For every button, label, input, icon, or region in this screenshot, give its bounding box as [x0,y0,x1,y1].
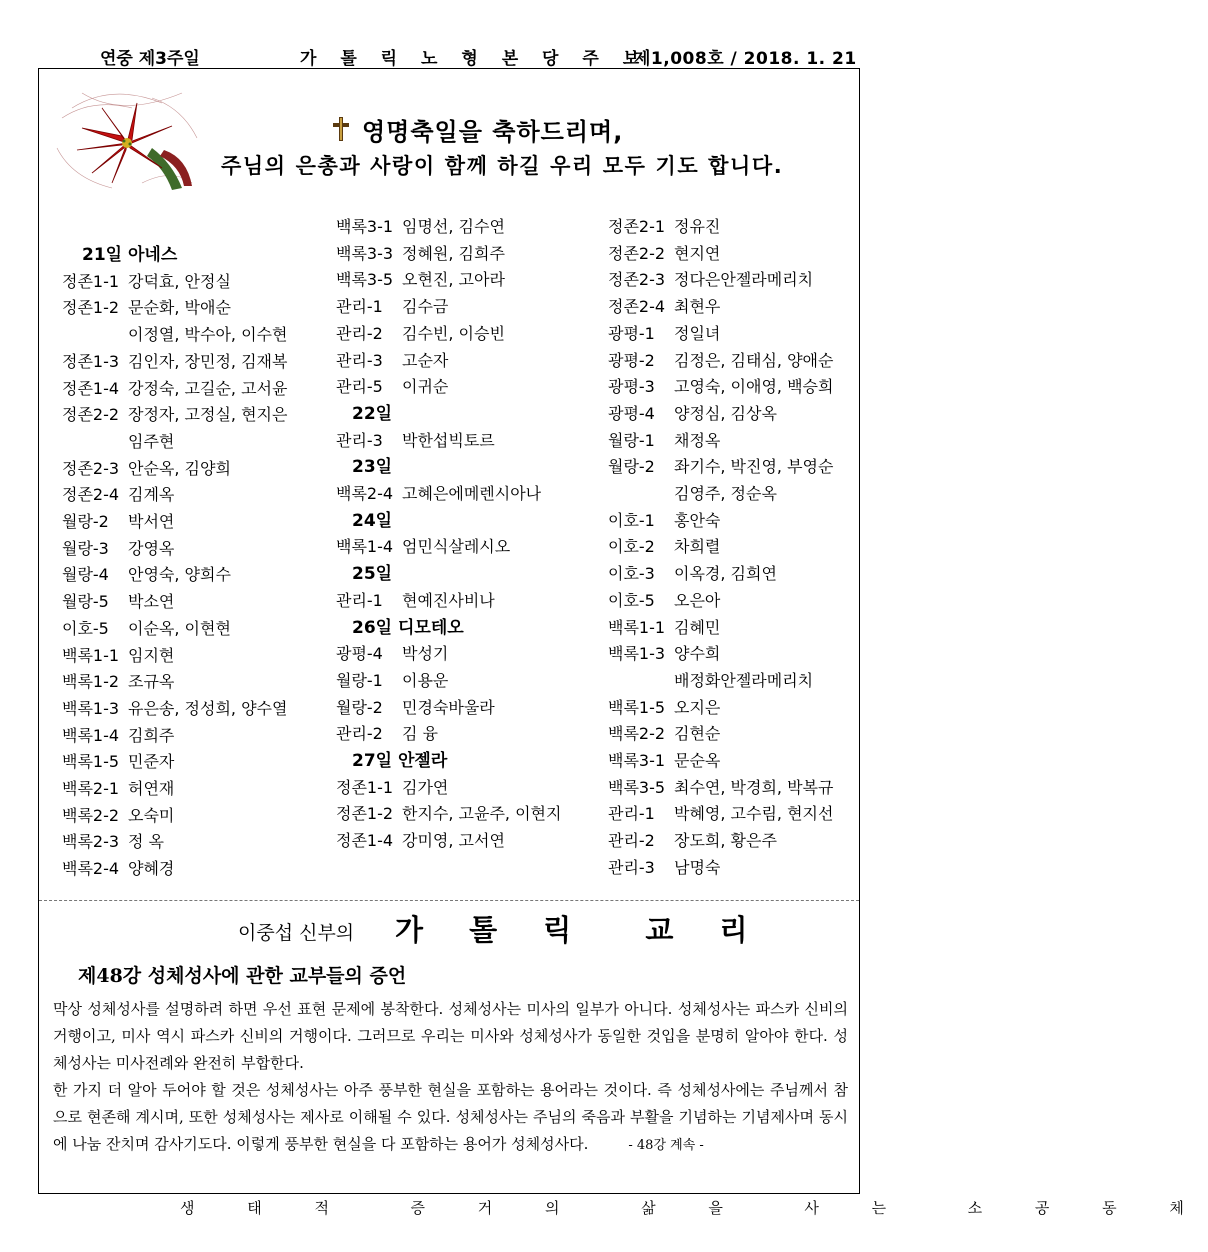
feast-entry [336,348,561,375]
feast-entry [336,695,561,722]
district-tag: 관리-2 [336,323,383,343]
member-names: 현예진사비나 [402,590,495,610]
feast-entry [608,401,833,428]
member-names: 김현순 [674,724,721,744]
district-tag: 월랑-2 [62,512,109,532]
member-names: 배정화안젤라메리치 [674,670,814,690]
feast-entry [336,588,561,615]
feast-entry [336,534,561,561]
member-names: 정다은안젤라메리치 [674,270,814,290]
member-names: 양정심, 김상옥 [674,403,777,423]
district-tag: 정존1-1 [62,271,120,291]
catechism-paragraph-2-text: 한 가지 더 알아 두어야 할 것은 성체성사는 아주 풍부한 현실을 포함하는 용어라는 것이다. 즉 성체성사에는 주님께서 참으로 현존해 계시며, 또한 성체성사는 제사로 이해될 수 있다. 성체성사는 주님의 죽음과 부활을 기념하는 기념제사며 동시에 나눔 잔치며 감사기도다. 이렇게 풍부한 현실을 다 포함하는 용어가 성체성사다. [53,1081,848,1153]
member-names: 유은송, 정성희, 양수열 [128,698,288,718]
member-names: 좌기수, 박진영, 부영순 [674,457,834,477]
member-names: 장도희, 황은주 [674,831,777,851]
district-tag: 백록3-5 [336,270,394,290]
member-names: 최수연, 박경희, 박복규 [674,777,834,797]
feast-entry [608,241,833,268]
district-tag: 백록1-4 [62,725,120,745]
district-tag: 정존2-2 [608,243,666,263]
district-tag: 백록2-2 [62,805,120,825]
member-names: 강영옥 [128,538,175,558]
member-names: 박성기 [402,644,449,664]
district-tag: 정존1-2 [336,804,394,824]
member-names: 정혜원, 김희주 [402,243,505,263]
feast-entry [336,428,561,455]
feast-entry [62,269,287,296]
member-names: 조규옥 [128,672,175,692]
feast-entry [336,214,561,241]
district-tag: 관리-1 [336,590,383,610]
feast-entry [608,428,833,455]
footer-slogan: 생 태 적 증 거 의 삶 을 사 는 소 공 동 체 [180,1199,1208,1217]
feast-entry [62,429,287,456]
district-tag: 정존1-1 [336,777,394,797]
feast-entry [62,856,287,883]
district-tag: 백록1-3 [62,698,120,718]
feast-entry [62,482,287,509]
district-tag: 월랑-5 [62,592,109,612]
district-tag: 백록3-1 [336,217,394,236]
feast-day-label: 27일 안젤라 [352,751,448,772]
district-tag: 광평-4 [336,644,383,664]
feast-entry [62,829,287,856]
feast-day-label: 23일 [352,457,393,478]
district-tag: 이호-1 [608,510,655,530]
feast-entry [62,562,287,589]
feast-entry [62,643,287,670]
greeting-title: 영명축일을 축하드리며, [362,118,624,146]
feast-entry [62,322,287,349]
member-names: 안영숙, 양희수 [128,565,231,585]
feast-entry [608,508,833,535]
member-names: 이정열, 박수아, 이수현 [128,325,288,345]
feast-entry [62,749,287,776]
feast-entry [62,402,287,429]
district-tag: 백록1-5 [62,752,120,772]
member-names: 김희주 [128,725,175,745]
feast-entry [608,775,833,802]
week-label: 연중 제3주일 [100,49,200,69]
district-tag: 월랑-4 [62,565,109,585]
feast-entry [336,241,561,268]
section-divider [39,900,859,901]
member-names: 김인자, 장민정, 김재복 [128,351,288,371]
publication-title: 가 톨 릭 노 형 본 당 주 보 [300,49,649,69]
district-tag [608,668,674,695]
district-tag: 백록2-1 [62,779,120,799]
member-names: 문순화, 박애순 [128,298,231,318]
member-names: 이용운 [402,670,449,690]
member-names: 오은아 [674,590,721,610]
district-tag: 월랑-2 [336,697,383,717]
district-tag: 광평-3 [608,377,655,397]
member-names: 남명숙 [674,857,721,877]
member-names: 최현우 [674,297,721,317]
feast-day-heading [62,242,287,269]
district-tag: 월랑-3 [62,538,109,558]
member-names: 임명선, 김수연 [402,217,505,236]
district-tag: 정존1-2 [62,298,120,318]
poinsettia-icon [52,88,202,198]
cross-icon [330,116,352,142]
feast-entry [62,509,287,536]
district-tag: 백록2-4 [62,859,120,879]
member-names: 김수빈, 이승빈 [402,323,505,343]
member-names: 차희렬 [674,537,721,557]
district-tag [62,322,128,349]
district-tag: 관리-3 [336,430,383,450]
member-names: 오숙미 [128,805,175,825]
district-tag: 백록2-3 [62,832,120,852]
district-tag: 백록3-5 [608,777,666,797]
feast-entry [62,803,287,830]
catechism-paragraph-1: 막상 성체성사를 설명하려 하면 우선 표현 문제에 봉착한다. 성체성사는 미사의 일부가 아니다. 성체성사는 파스카 신비의 거행이고, 미사 역시 파스카 신비의 거행이다. 그러므로 우리는 미사와 성체성사가 동일한 것입을 분명히 알아야 한다. 성체성사는 미사전례와 완전히 부합한다. [53,1000,848,1072]
member-names: 박서연 [128,512,175,532]
feast-entry [62,456,287,483]
member-names: 양혜경 [128,859,175,879]
feast-entry [62,349,287,376]
feast-entry [336,668,561,695]
feast-entry [62,536,287,563]
feast-day-label: 26일 디모테오 [352,617,464,638]
feast-entry [608,748,833,775]
member-names: 민준자 [128,752,175,772]
member-names: 정 옥 [128,832,164,852]
member-names: 김 융 [402,724,438,744]
district-tag: 관리-3 [608,857,655,877]
member-names: 이옥경, 김희연 [674,564,777,584]
feast-entry [336,321,561,348]
feast-entry [336,828,561,855]
feast-entry [608,695,833,722]
district-tag: 백록2-4 [336,484,394,504]
member-names: 임주현 [128,431,175,451]
feast-entry [62,376,287,403]
district-tag: 관리-1 [608,804,655,824]
member-names: 강덕효, 안정실 [128,271,231,291]
district-tag: 정존2-4 [62,485,120,505]
feast-entry [608,374,833,401]
feast-entry [608,321,833,348]
member-names: 엄민식살레시오 [402,537,511,557]
district-tag: 이호-3 [608,564,655,584]
feast-day-label: 22일 [352,403,393,424]
feast-entry [62,723,287,750]
feast-day-label: 24일 [352,510,393,531]
feast-entry [62,776,287,803]
feast-entry [608,828,833,855]
catechism-title: 가 톨 릭 교 리 [395,913,766,947]
feast-entry [608,348,833,375]
member-names: 안순옥, 김양희 [128,458,231,478]
feast-entry [608,561,833,588]
lesson-title: 제48강 성체성사에 관한 교부들의 증언 [78,965,407,987]
district-tag: 관리-2 [608,831,655,851]
member-names: 한지수, 고윤주, 이현지 [402,804,562,824]
feast-entry [608,615,833,642]
district-tag: 이호-5 [608,590,655,610]
district-tag [62,429,128,456]
district-tag: 관리-2 [336,724,383,744]
district-tag: 백록1-1 [62,645,120,665]
member-names: 박혜영, 고수림, 현지선 [674,804,834,824]
catechism-body [53,996,848,1159]
feast-entry [608,641,833,668]
member-names: 문순옥 [674,751,721,771]
member-names: 고영숙, 이애영, 백승희 [674,377,834,397]
district-tag: 관리-3 [336,350,383,370]
district-tag: 이호-5 [62,618,109,638]
member-names: 강미영, 고서연 [402,831,505,851]
member-names: 이순옥, 이현현 [128,618,231,638]
feast-day-heading [336,401,561,428]
feast-list-column-3 [608,214,833,882]
feast-entry [336,267,561,294]
district-tag: 정존1-4 [62,378,120,398]
district-tag: 광평-2 [608,350,655,370]
feast-day-heading [336,454,561,481]
feast-list-column-2 [336,214,561,855]
member-names: 박한섭빅토르 [402,430,495,450]
feast-entry [62,696,287,723]
district-tag: 정존1-4 [336,831,394,851]
feast-entry [336,641,561,668]
feast-entry [608,294,833,321]
member-names: 김영주, 정순옥 [674,484,777,504]
district-tag: 백록1-3 [608,644,666,664]
member-names: 박소연 [128,592,175,612]
district-tag: 월랑-1 [608,430,655,450]
member-names: 정일녀 [674,323,721,343]
member-names: 양수희 [674,644,721,664]
feast-list-column-1 [62,242,287,883]
district-tag: 백록3-3 [336,243,394,263]
district-tag: 월랑-2 [608,457,655,477]
district-tag: 정존1-3 [62,351,120,371]
member-names: 민경숙바울라 [402,697,495,717]
member-names: 고순자 [402,350,449,370]
catechism-paragraph-2 [53,1077,848,1159]
district-tag: 관리-1 [336,297,383,317]
feast-entry [608,668,833,695]
feast-entry [608,214,833,241]
district-tag: 정존2-1 [608,217,666,236]
district-tag: 백록1-5 [608,697,666,717]
member-names: 고혜은에메렌시아나 [402,484,542,504]
feast-day-heading [336,561,561,588]
issue-date: 제1,008호 / 2018. 1. 21 [634,49,857,69]
district-tag [608,481,674,508]
feast-entry [62,669,287,696]
feast-entry [608,267,833,294]
member-names: 이귀순 [402,377,449,397]
feast-entry [608,454,833,481]
member-names: 김정은, 김태심, 양애순 [674,350,834,370]
member-names: 오현진, 고아라 [402,270,505,290]
member-names: 김수금 [402,297,449,317]
feast-entry [62,295,287,322]
feast-day-label: 25일 [352,564,393,585]
feast-entry [608,721,833,748]
district-tag: 백록1-4 [336,537,394,557]
feast-entry [608,801,833,828]
feast-entry [608,855,833,882]
district-tag: 백록3-1 [608,751,666,771]
district-tag: 백록1-1 [608,617,666,637]
member-names: 오지은 [674,697,721,717]
feast-day-label: 21일 아네스 [82,245,178,265]
feast-entry [336,481,561,508]
continued-note: - 48강 계속 - [628,1138,704,1153]
member-names: 임지현 [128,645,175,665]
feast-entry [608,588,833,615]
district-tag: 백록1-2 [62,672,120,692]
district-tag: 광평-1 [608,323,655,343]
member-names: 강정숙, 고길순, 고서윤 [128,378,288,398]
feast-day-heading [336,748,561,775]
member-names: 김혜민 [674,617,721,637]
feast-entry [336,374,561,401]
member-names: 채정옥 [674,430,721,450]
member-names: 김가연 [402,777,449,797]
member-names: 허연재 [128,779,175,799]
district-tag: 백록2-2 [608,724,666,744]
feast-day-heading [336,615,561,642]
feast-entry [336,801,561,828]
feast-day-heading [336,508,561,535]
member-names: 장정자, 고정실, 현지은 [128,405,288,425]
district-tag: 관리-5 [336,377,383,397]
feast-entry [336,775,561,802]
feast-entry [608,534,833,561]
district-tag: 광평-4 [608,403,655,423]
district-tag: 정존2-3 [608,270,666,290]
feast-entry [62,616,287,643]
feast-entry [608,481,833,508]
district-tag: 월랑-1 [336,670,383,690]
member-names: 정유진 [674,217,721,236]
district-tag: 정존2-3 [62,458,120,478]
member-names: 김계옥 [128,485,175,505]
district-tag: 정존2-2 [62,405,120,425]
district-tag: 이호-2 [608,537,655,557]
greeting-subtitle: 주님의 은총과 사랑이 함께 하길 우리 모두 기도 합니다. [221,154,784,178]
district-tag: 정존2-4 [608,297,666,317]
member-names: 현지연 [674,243,721,263]
member-names: 홍안숙 [674,510,721,530]
feast-entry [336,721,561,748]
catechism-author: 이중섭 신부의 [238,922,355,944]
feast-entry [62,589,287,616]
feast-entry [336,294,561,321]
